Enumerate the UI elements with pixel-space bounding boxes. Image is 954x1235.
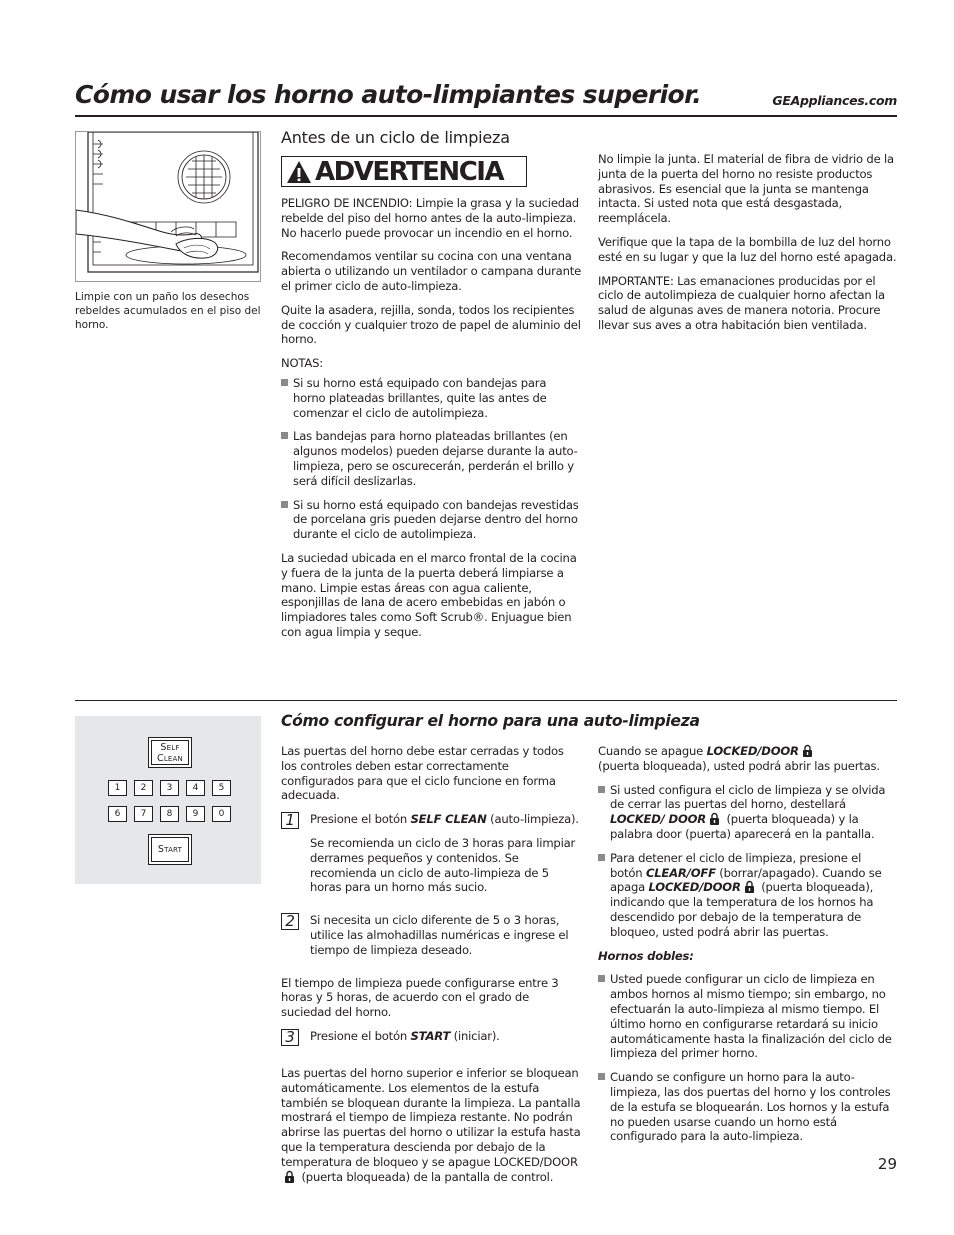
list-item: Cuando se configure un horno para la auto-limpieza, las dos puertas del horno y los controles de la estufa se bloquearán. Los hornos y la estufa no pueden usarse cuando un horno está configurado para la auto-limpieza. (598, 1070, 896, 1144)
before-cycle-text (281, 196, 581, 649)
illustration-caption: Limpie con un paño los desechos rebeldes acumulados en el piso del horno. (75, 291, 261, 331)
number-key-3[interactable]: 3 (160, 780, 179, 796)
remove-items-paragraph: Quite la asadera, rejilla, sonda, todos los recipientes de cocción y cualquier trozo de papel de aluminio del horno. (281, 302, 581, 347)
auto-lock-paragraph (281, 1066, 581, 1184)
site-url[interactable]: GEAppliances.com (772, 93, 897, 108)
list-item: Las bandejas para horno plateadas brillantes (en algunos modelos) pueden dejarse durante la auto-limpieza, pero se oscurecerán, perderán el brillo y será difícil deslizarlas. (281, 429, 581, 488)
step2-text: Si necesita un ciclo diferente de 5 o 3 horas, utilice las almohadillas numéricas e ingrese el tiempo de limpieza deseado. (310, 913, 569, 957)
list-item (598, 851, 896, 940)
unlock-paragraph (598, 744, 896, 774)
stop-cycle-text-end: (puerta bloqueada), indicando que la temperatura de los hornos ha descendido por debajo de la temperatura de bloqueo, usted podrá abrir las puertas. (610, 880, 874, 939)
step3-text: Presione el botón (310, 1028, 411, 1043)
unlock-text-end: (puerta bloqueada), usted podrá abrir las puertas. (598, 758, 880, 773)
double-ovens-heading: Hornos dobles: (598, 948, 694, 963)
auto-lock-text: Las puertas del horno superior e inferior se bloquean automáticamente. Los elementos de la estufa también se bloquean durante la limpieza. La pantalla mostrará el tiempo de limpieza restante. No podrán abrirse las puertas del horno o utilizar la estufa hasta que la temperatura descienda por debajo de la temperatura de bloqueo y se apague LOCKED/DOOR (281, 1065, 581, 1169)
locked-door-label: LOCKED/ DOOR (610, 812, 706, 827)
ventilation-paragraph: Recomendamos ventilar su cocina con una ventana abierta o utilizando un ventilador o campana durante el primer ciclo de auto-limpieza. (281, 249, 582, 293)
section-divider (75, 700, 897, 701)
self-clean-key[interactable] (148, 737, 192, 768)
list-item (598, 783, 896, 842)
locked-door-label: LOCKED/DOOR (648, 880, 741, 895)
page-number: 29 (877, 1155, 897, 1173)
number-key-7[interactable]: 7 (134, 806, 153, 822)
number-key-5[interactable]: 5 (212, 780, 231, 796)
warning-label: ADVERTENCIA (315, 156, 504, 187)
number-key-8[interactable]: 8 (160, 806, 179, 822)
start-key-label: START (410, 1028, 451, 1043)
self-clean-line1: Self (160, 741, 180, 753)
locked-door-label: LOCKED/DOOR (706, 744, 799, 758)
lock-icon (709, 812, 720, 825)
step-number: 1 (281, 812, 299, 829)
number-key-4[interactable]: 4 (186, 780, 205, 796)
before-cycle-heading: Antes de un ciclo de limpieza (281, 128, 510, 147)
list-item: Si su horno está equipado con bandejas para horno plateadas brillantes, quite las antes de comenzar el ciclo de autolimpieza. (281, 376, 581, 420)
unlock-text: Cuando se apague (598, 744, 707, 758)
control-panel-illustration (75, 716, 261, 884)
oven-cleaning-illustration (75, 131, 261, 282)
step-number: 2 (281, 913, 299, 930)
step-1 (281, 812, 581, 904)
setup-notes-list (598, 783, 896, 940)
start-key[interactable]: Start (148, 834, 192, 865)
top-rule (75, 115, 897, 117)
manual-cleaning-paragraph: La suciedad ubicada en el marco frontal de la cocina y fuera de la junta de la puerta deberá limpiarse a mano. Limpie estas áreas con agua caliente, esponjillas de lana de acero embebidas en jabón o limpiadores tales como Soft Scrub®. Enjuague bien con agua limpia y seque. (281, 550, 577, 639)
number-key-2[interactable]: 2 (134, 780, 153, 796)
warning-box (281, 156, 527, 187)
step1-text-end: (auto-limpieza). (486, 812, 579, 827)
step3-text-end: (iniciar). (450, 1028, 500, 1043)
gasket-paragraph: No limpie la junta. El material de fibra de vidrio de la junta de la puerta del horno no resiste productos abrasivos. Es esencial que la junta se mantenga intacta. Si usted nota que está desgastada, reemplácela. (598, 152, 894, 226)
warning-triangle-icon (286, 160, 312, 184)
list-item: Usted puede configurar un ciclo de limpieza en ambos hornos al mismo tiempo; sin embargo, no efectuarán la auto-limpieza al mismo tiempo. El último horno en configurarse retardará su inicio automáticamente hasta la finalización del ciclo de limpieza del primer horno. (598, 972, 896, 1061)
auto-lock-text-end: (puerta bloqueada) de la pantalla de control. (298, 1169, 554, 1184)
birds-paragraph: IMPORTANTE: Las emanaciones producidas por el ciclo de autolimpieza de cualquier horno afectan la salud de algunas aves de manera notoria. Procure llevar sus aves a otra habitación bien ventilada. (598, 273, 885, 332)
notes-label: NOTAS: (281, 356, 323, 371)
step1-detail: Se recomienda un ciclo de 3 horas para limpiar derrames pequeños y contenidos. Se recomienda un ciclo de auto-limpieza de 5 horas para un horno más sucio. (310, 835, 576, 895)
door-open-text-end: (puerta bloqueada) y la palabra door (puerta) aparecerá en la pantalla. (610, 812, 875, 841)
light-cover-paragraph: Verifique que la tapa de la bombilla de luz del horno esté en su lugar y que la luz del horno esté apagada. (598, 234, 897, 264)
lock-icon (802, 744, 813, 757)
stop-cycle-text-mid: (borrar/apagado). Cuando se apaga (610, 865, 882, 895)
step-number: 3 (281, 1029, 299, 1046)
double-ovens-list (598, 972, 896, 1144)
stop-cycle-text: Para detener el ciclo de limpieza, presione el botón (610, 850, 862, 880)
setup-right-text (598, 744, 896, 1153)
oven-cleaning-icon (76, 132, 261, 282)
setup-left-text (281, 744, 581, 1193)
clear-off-label: CLEAR/OFF (645, 865, 716, 880)
lock-icon (744, 880, 755, 893)
number-key-1[interactable]: 1 (108, 780, 127, 796)
door-open-text: Si usted configura el ciclo de limpieza y se olvida de cerrar las puertas del horno, destellará (610, 782, 886, 812)
notes-list (281, 376, 581, 542)
list-item: Si su horno está equipado con bandejas revestidas de porcelana gris pueden dejarse dentro del horno durante el ciclo de autolimpieza. (281, 498, 581, 542)
time-range-paragraph: El tiempo de limpieza puede configurarse entre 3 horas y 5 horas, de acuerdo con el grado de suciedad del horno. (281, 975, 559, 1020)
self-clean-key-label: SELF CLEAN (410, 812, 487, 827)
before-cycle-right-text (598, 152, 898, 342)
step-3 (281, 1029, 581, 1046)
setup-heading: Cómo configurar el horno para una auto-limpieza (281, 712, 700, 730)
number-key-0[interactable]: 0 (212, 806, 231, 822)
number-key-6[interactable]: 6 (108, 806, 127, 822)
lock-icon (284, 1170, 295, 1183)
setup-intro: Las puertas del horno debe estar cerradas y todos los controles deben estar correctamente configurados para que el ciclo funcione en forma adecuada. (281, 744, 564, 803)
page-title: Cómo usar los horno auto-limpiantes superior. (75, 80, 702, 109)
fire-hazard-paragraph: PELIGRO DE INCENDIO: Limpie la grasa y la suciedad rebelde del piso del horno antes de la auto-limpieza. No hacerlo puede provocar un incendio en el horno. (281, 196, 579, 240)
step1-text: Presione el botón (310, 812, 411, 827)
step-2 (281, 913, 581, 966)
number-key-9[interactable]: 9 (186, 806, 205, 822)
self-clean-line2: Clean (157, 752, 183, 764)
